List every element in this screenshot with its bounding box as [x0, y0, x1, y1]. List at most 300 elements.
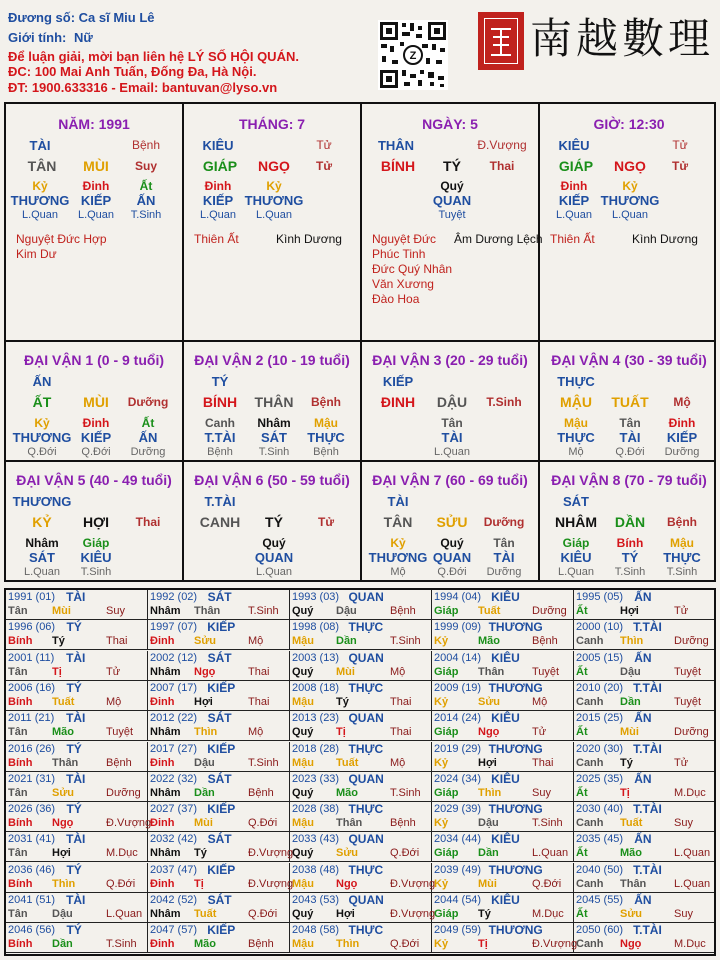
heavenly-stem: NHÂM — [555, 514, 597, 530]
year-branch: Dần — [194, 786, 215, 799]
year-ten-god: KIÊU — [491, 590, 520, 604]
year-label: 2045 (55) — [576, 894, 624, 906]
year-stem: Tân — [8, 786, 28, 799]
hidden-god: THƯƠNG — [244, 193, 304, 208]
year-cycle: Mộ — [106, 695, 122, 708]
year-ten-god: TÀI — [66, 711, 86, 726]
year-label: 2029 (39) — [434, 803, 482, 816]
year-branch: Sửu — [620, 908, 643, 920]
hidden-god: ẤN — [138, 430, 158, 445]
ten-god-label: TÀI — [29, 138, 51, 153]
hidden-stem: Mậu — [314, 416, 338, 430]
year-label: 2050 (60) — [576, 924, 624, 937]
hidden-cycle: Mộ — [390, 566, 406, 578]
year-label: 2037 (47) — [150, 863, 198, 876]
year-branch: Thân — [52, 756, 79, 769]
year-cell — [6, 893, 148, 923]
year-label: 2009 (19) — [434, 681, 482, 694]
cycle-top-label: Tử — [316, 138, 332, 152]
year-cycle: L.Quan — [532, 847, 569, 860]
year-ten-god: TÝ — [66, 620, 82, 635]
year-ten-god: SÁT — [207, 590, 232, 604]
dai-van-title: ĐẠI VẬN 1 (0 - 9 tuổi) — [23, 352, 164, 368]
subject-line — [8, 10, 155, 25]
year-ten-god: THƯƠNG — [488, 802, 543, 817]
dai-van-cell — [6, 342, 184, 460]
year-branch: Thân — [478, 665, 505, 678]
year-stem: Quý — [292, 786, 314, 799]
year-cell — [432, 863, 574, 893]
year-label: 1992 (02) — [150, 591, 198, 603]
year-stem: Canh — [576, 817, 604, 830]
year-cycle: Thai — [106, 635, 128, 648]
hidden-stem: Mậu — [670, 536, 694, 550]
dai-van-row-2 — [4, 460, 716, 582]
year-stem: Ất — [576, 908, 588, 920]
year-ten-god: SÁT — [207, 771, 232, 786]
year-cell — [290, 862, 436, 893]
year-stem: Mậu — [292, 695, 314, 708]
year-stem: Quý — [292, 605, 314, 617]
year-branch: Mùi — [620, 726, 639, 739]
dai-van-title: ĐẠI VẬN 8 (70 - 79 tuổi) — [551, 472, 707, 488]
year-ten-god: SÁT — [207, 832, 232, 847]
year-cell — [148, 893, 290, 923]
year-label: 2031 (41) — [8, 833, 56, 846]
year-label: 2002 (12) — [150, 651, 198, 664]
hidden-god: THỰC — [663, 550, 701, 565]
year-ten-god: KIÊU — [491, 711, 520, 726]
hidden-god: SÁT — [261, 430, 287, 445]
year-cell — [574, 711, 714, 741]
dai-van-cell — [362, 342, 540, 460]
year-branch: Dần — [620, 695, 641, 708]
hidden-cycle: L.Quan — [199, 209, 237, 221]
dai-van-cell — [6, 462, 184, 580]
year-cycle: Đ.Vượng — [390, 908, 436, 920]
year-cell — [290, 923, 432, 953]
gender-line — [8, 30, 93, 45]
hidden-god: QUAN — [254, 550, 294, 565]
hidden-stem: Giáp — [82, 536, 110, 550]
year-ten-god: ẤN — [634, 590, 652, 604]
year-ten-god: KIẾP — [207, 862, 236, 877]
year-stem: Nhâm — [150, 908, 181, 920]
year-label: 2015 (25) — [576, 712, 624, 725]
year-cycle: Đ.Vượng — [106, 817, 152, 830]
year-stem: Nhâm — [150, 786, 181, 799]
year-cell — [6, 923, 148, 953]
shensha-star: Âm Dương Lệch — [454, 232, 543, 246]
hidden-god: THƯƠNG — [10, 193, 70, 208]
ten-god-label: THƯƠNG — [12, 494, 72, 509]
hidden-stem: Kỷ — [390, 536, 406, 550]
hidden-stem: Kỷ — [34, 416, 50, 430]
year-ten-god: TÀI — [66, 590, 86, 604]
year-cell — [6, 772, 148, 802]
earthly-branch: DẦN — [614, 514, 646, 530]
hidden-god: TÀI — [441, 430, 463, 445]
year-cell — [574, 923, 714, 953]
hidden-stem: Nhâm — [25, 536, 59, 550]
year-label: 2001 (11) — [8, 651, 55, 664]
year-ten-god: T.TÀI — [633, 923, 662, 938]
year-stem: Canh — [576, 695, 604, 708]
year-cell — [148, 590, 290, 620]
dai-van-cell — [540, 462, 718, 580]
year-ten-god: TÀI — [66, 650, 86, 665]
year-cycle: Thai — [532, 756, 554, 769]
year-cell — [148, 923, 290, 953]
earthly-branch: NGỌ — [614, 158, 646, 174]
year-cell — [290, 711, 432, 741]
year-ten-god: TÝ — [66, 741, 82, 756]
year-label: 1997 (07) — [150, 621, 198, 634]
year-label: 2039 (49) — [434, 863, 482, 876]
year-cell — [290, 620, 432, 650]
year-branch: Tuất — [194, 908, 217, 920]
pillar-title: GIỜ: 12:30 — [593, 116, 665, 132]
hidden-stem: Tân — [619, 416, 641, 430]
year-ten-god: T.TÀI — [633, 741, 662, 756]
year-branch: Dậu — [336, 605, 357, 617]
year-stem: Kỷ — [434, 635, 449, 648]
year-ten-god: KIÊU — [491, 650, 520, 665]
year-ten-god: KIẾP — [207, 741, 236, 756]
year-ten-god: TÝ — [66, 802, 82, 817]
year-cycle: Dưỡng — [674, 635, 709, 648]
pillar-cell — [184, 104, 362, 340]
year-branch: Tý — [336, 695, 349, 708]
year-cycle: Bệnh — [248, 938, 274, 951]
year-ten-god: THƯƠNG — [488, 620, 543, 635]
earthly-branch: TÝ — [265, 514, 283, 530]
year-cell — [148, 832, 294, 862]
year-stem: Canh — [576, 938, 604, 951]
year-label: 2030 (40) — [576, 803, 624, 816]
cycle-label: Suy — [134, 159, 158, 173]
ten-god-label: KIÊU — [202, 138, 234, 153]
year-cycle: Mộ — [248, 726, 264, 739]
year-label: 2038 (48) — [292, 863, 340, 876]
year-branch: Mão — [52, 726, 74, 739]
year-branch: Sửu — [194, 635, 217, 648]
year-branch: Ngọ — [478, 726, 500, 739]
hidden-cycle: L.Quan — [255, 566, 293, 578]
year-ten-god: KIÊU — [491, 893, 520, 907]
heavenly-stem: GIÁP — [202, 158, 238, 174]
earthly-branch: MÙI — [83, 394, 109, 410]
year-cell — [6, 590, 148, 620]
svg-text:Z: Z — [409, 50, 417, 62]
hidden-god: QUAN — [432, 550, 472, 565]
year-cycle: Đ.Vượng — [532, 938, 578, 951]
hidden-god: SÁT — [29, 550, 55, 565]
year-cycle: T.Sinh — [390, 635, 421, 648]
hidden-cycle: Q.Đới — [615, 446, 645, 458]
year-ten-god: THƯƠNG — [488, 923, 543, 938]
year-label: 2026 (36) — [8, 803, 56, 816]
year-stem: Mậu — [292, 756, 314, 769]
year-stem: Giáp — [434, 908, 459, 920]
hidden-god: KIẾP — [202, 193, 234, 208]
year-branch: Tị — [194, 877, 204, 890]
year-label: 2033 (43) — [292, 833, 340, 846]
cycle-label: Tử — [317, 515, 335, 529]
year-label: 2014 (24) — [434, 712, 482, 725]
year-cell — [574, 651, 714, 681]
year-branch: Dậu — [194, 756, 215, 769]
heavenly-stem: BÍNH — [380, 158, 416, 174]
earthly-branch: TÝ — [443, 158, 461, 174]
year-branch: Tý — [478, 908, 491, 920]
year-stem: Mậu — [292, 635, 314, 648]
year-label: 2011 (21) — [8, 712, 55, 725]
year-ten-god: THỰC — [348, 620, 384, 635]
year-cycle: Đ.Vượng — [390, 877, 436, 890]
hidden-stem: Đinh — [204, 179, 232, 193]
year-label: 2027 (37) — [150, 803, 198, 816]
year-branch: Tuất — [478, 605, 501, 617]
pillar-cell — [362, 104, 543, 340]
year-label: 1995 (05) — [576, 591, 624, 603]
year-cycle: Q.Đới — [390, 938, 420, 951]
dai-van-title: ĐẠI VẬN 6 (50 - 59 tuổi) — [194, 472, 350, 488]
year-stem: Giáp — [434, 726, 459, 739]
ten-god-label: KIẾP — [382, 374, 414, 389]
hidden-cycle: L.Quan — [77, 209, 115, 221]
earthly-branch: HỢI — [83, 514, 109, 530]
hidden-cycle: Bệnh — [207, 446, 233, 458]
year-branch: Tý — [194, 847, 207, 860]
cycle-label: Mộ — [673, 395, 691, 409]
hidden-god: THƯƠNG — [368, 550, 428, 565]
year-cell — [290, 832, 432, 862]
hidden-god: THỰC — [307, 430, 345, 445]
year-cell — [574, 893, 714, 923]
earthly-branch: NGỌ — [258, 158, 290, 174]
year-ten-god: ẤN — [634, 893, 652, 907]
shensha-star: Nguyệt Đức — [372, 232, 437, 246]
year-cell — [432, 681, 574, 711]
year-cell — [432, 832, 574, 862]
year-cell — [574, 772, 714, 802]
year-cell — [432, 893, 574, 923]
year-cell — [290, 681, 432, 711]
year-branch: Dần — [478, 847, 499, 860]
year-stem: Kỷ — [434, 695, 449, 708]
year-cell — [148, 651, 290, 681]
year-label: 1998 (08) — [292, 621, 340, 634]
year-stem: Quý — [292, 847, 314, 860]
year-cycle: Suy — [532, 786, 551, 799]
year-cycle: T.Sinh — [390, 786, 421, 799]
year-cell — [6, 742, 148, 772]
year-ten-god: TÀI — [66, 771, 86, 786]
shensha-star: Phúc Tinh — [372, 247, 426, 261]
hidden-stem: Tân — [441, 416, 463, 430]
year-branch: Mão — [336, 786, 358, 799]
year-label: 2043 (53) — [292, 894, 340, 906]
year-label: 2008 (18) — [292, 681, 340, 694]
year-branch: Dần — [52, 938, 73, 951]
year-cycle: M.Dục — [532, 908, 564, 920]
year-ten-god: T.TÀI — [633, 862, 662, 877]
year-cycle: Q.Đới — [248, 817, 278, 830]
subject-label: Đương số: — [8, 10, 76, 25]
hidden-god: THỰC — [557, 430, 595, 445]
year-stem: Đinh — [150, 817, 175, 830]
year-stem: Nhâm — [150, 605, 181, 617]
year-branch: Sửu — [52, 786, 75, 799]
year-cell — [432, 772, 574, 802]
shensha-star: Nguyệt Đức Hợp — [16, 232, 107, 246]
heavenly-stem: TÂN — [383, 514, 413, 530]
year-cell — [574, 802, 714, 832]
year-stem: Mậu — [292, 877, 314, 890]
year-branch: Hợi — [620, 605, 639, 617]
year-stem: Bính — [8, 635, 33, 648]
gender-label: Giới tính: — [8, 30, 67, 45]
pillars-grid — [4, 102, 716, 342]
hidden-stem: Quý — [440, 179, 464, 193]
hidden-stem: Mậu — [564, 416, 588, 430]
year-cell — [6, 620, 148, 650]
year-branch: Tị — [336, 726, 346, 739]
year-ten-god: QUAN — [348, 771, 384, 786]
hidden-cycle: Dưỡng — [130, 446, 166, 458]
year-label: 2019 (29) — [434, 742, 482, 755]
year-ten-god: THƯƠNG — [488, 862, 543, 877]
year-branch: Hợi — [336, 908, 355, 920]
year-cycle: Bệnh — [532, 635, 558, 648]
year-ten-god: THỰC — [348, 923, 384, 938]
year-stem: Bính — [8, 938, 33, 951]
year-cycle: T.Sinh — [106, 938, 137, 951]
year-label: 2023 (33) — [292, 772, 340, 785]
year-label: 2049 (59) — [434, 924, 482, 937]
year-stem: Đinh — [150, 877, 175, 890]
hidden-stem: Giáp — [562, 536, 590, 550]
year-cycle: Q.Đới — [390, 847, 420, 860]
hidden-stem: Đinh — [560, 179, 588, 193]
year-ten-god: KIẾP — [207, 923, 236, 938]
hidden-cycle: Q.Đới — [81, 446, 111, 458]
dai-van-title: ĐẠI VẬN 3 (20 - 29 tuổi) — [372, 352, 528, 368]
year-cycle: Mộ — [248, 635, 264, 648]
qr-code-icon[interactable] — [378, 20, 448, 90]
hidden-cycle: Bệnh — [313, 446, 339, 458]
year-stem: Nhâm — [150, 847, 181, 860]
year-stem: Tân — [8, 605, 28, 617]
year-branch: Tuất — [52, 695, 75, 708]
year-cycle: Suy — [674, 908, 693, 920]
year-ten-god: TÀI — [66, 893, 86, 907]
year-label: 2000 (10) — [576, 621, 624, 634]
year-branch: Hợi — [52, 847, 71, 860]
hidden-cycle: T.Sinh — [614, 566, 646, 578]
year-cycle: L.Quan — [674, 877, 711, 890]
year-label: 2003 (13) — [292, 651, 340, 664]
year-label: 2005 (15) — [576, 651, 624, 664]
dai-van-row-1 — [4, 340, 716, 462]
year-branch: Tý — [52, 635, 65, 648]
shensha-star: Thiên Ất — [194, 232, 239, 246]
hidden-stem: Bính — [616, 536, 644, 550]
year-cell — [432, 651, 574, 681]
year-cycle: Dưỡng — [674, 726, 709, 739]
year-cycle: Thai — [248, 665, 270, 678]
year-label: 2007 (17) — [150, 681, 198, 694]
year-label: 2044 (54) — [434, 894, 482, 906]
year-stem: Nhâm — [150, 665, 181, 678]
year-cycle: Thai — [390, 726, 412, 739]
year-stem: Mậu — [292, 817, 314, 830]
heavenly-stem: ẤT — [32, 394, 52, 410]
earthly-branch: TUẤT — [611, 394, 649, 410]
year-ten-god: SÁT — [207, 711, 232, 726]
year-cycle: Tử — [106, 665, 121, 678]
year-stem: Tân — [8, 847, 28, 860]
year-ten-god: TÝ — [66, 923, 82, 938]
hidden-stem: Đinh — [668, 416, 696, 430]
year-label: 2013 (23) — [292, 712, 340, 725]
ten-god-label: KIÊU — [558, 138, 590, 153]
year-stem: Quý — [292, 908, 314, 920]
cycle-label: Thai — [489, 159, 515, 173]
hidden-god: ẤN — [136, 193, 156, 208]
hidden-stem: Ất — [141, 416, 155, 430]
year-branch: Tý — [620, 756, 633, 769]
cycle-top-label: Đ.Vượng — [477, 138, 527, 152]
hidden-god: THƯƠNG — [12, 430, 72, 445]
hidden-stem: Kỷ — [266, 179, 282, 193]
year-ten-god: TÝ — [66, 862, 82, 877]
cycle-label: Dưỡng — [483, 515, 525, 529]
heavenly-stem: KỶ — [32, 514, 52, 530]
year-stem: Kỷ — [434, 938, 449, 951]
year-stem: Ất — [576, 665, 588, 678]
year-stem: Giáp — [434, 786, 459, 799]
hidden-cycle: Tuyệt — [438, 209, 466, 221]
dai-van-cell — [362, 462, 540, 580]
year-ten-god: KIẾP — [207, 680, 236, 695]
year-cycle: Dưỡng — [106, 786, 141, 799]
hidden-cycle: T.Sinh — [80, 566, 112, 578]
subject-value: Ca sĩ Miu Lê — [78, 10, 155, 25]
year-stem: Bính — [8, 877, 33, 890]
earthly-branch: SỬU — [436, 514, 468, 530]
year-cycle: M.Dục — [674, 786, 706, 799]
year-label: 2004 (14) — [434, 651, 482, 664]
year-stem: Kỷ — [434, 817, 449, 830]
year-label: 2021 (31) — [8, 772, 56, 785]
year-label: 2016 (26) — [8, 742, 56, 755]
year-branch: Ngọ — [620, 938, 642, 951]
cycle-label: Thai — [135, 515, 161, 529]
year-branch: Hợi — [478, 756, 497, 769]
year-stem: Ất — [576, 726, 588, 739]
year-cell — [432, 590, 574, 620]
hidden-god: KIẾP — [80, 193, 112, 208]
year-ten-god: ẤN — [634, 650, 652, 665]
year-ten-god: QUAN — [348, 650, 384, 665]
earthly-branch: THÂN — [254, 394, 294, 410]
year-branch: Thìn — [620, 635, 644, 648]
year-cycle: Tử — [674, 756, 689, 769]
pillar-title: THÁNG: 7 — [238, 116, 306, 132]
hidden-stem: Kỷ — [32, 179, 48, 193]
